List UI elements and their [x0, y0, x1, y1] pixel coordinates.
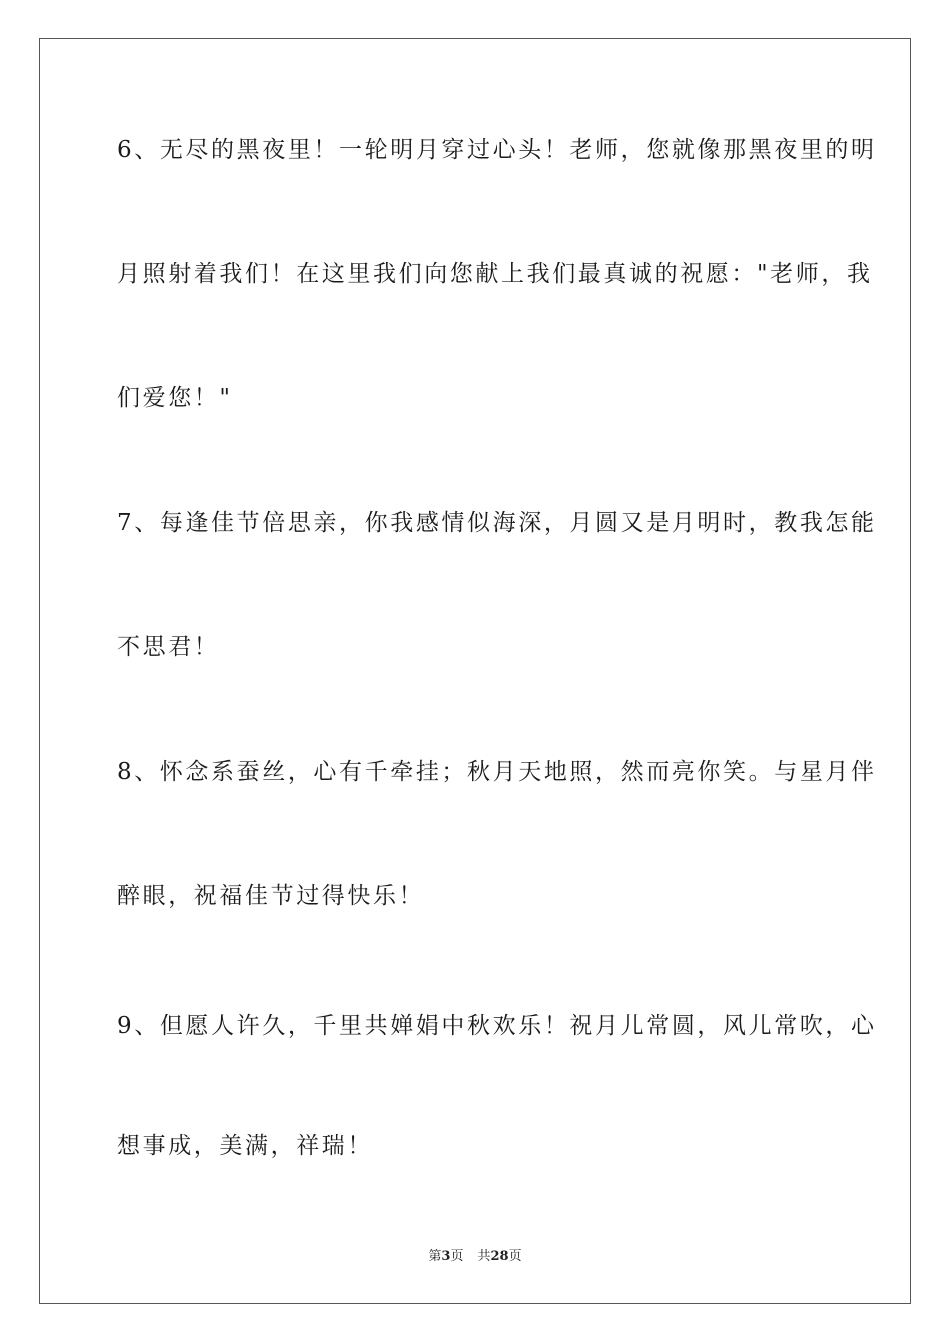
total-prefix: 共	[477, 1249, 491, 1264]
text-line-6: 8、怀念系蚕丝，心有千牵挂；秋月天地照，然而亮你笑。与星月伴	[117, 759, 877, 785]
text-line-1: 6、无尽的黑夜里！一轮明月穿过心头！老师，您就像那黑夜里的明	[117, 137, 877, 163]
current-page-number: 3	[441, 1249, 451, 1264]
page-border	[39, 38, 911, 1304]
page-prefix: 第	[428, 1249, 442, 1264]
text-line-9: 想事成，美满，祥瑞！	[117, 1133, 373, 1159]
text-line-7: 醉眼，祝福佳节过得快乐！	[117, 883, 425, 909]
text-line-3: 们爱您！"	[117, 385, 233, 411]
text-line-4: 7、每逢佳节倍思亲，你我感情似海深，月圆又是月明时，教我怎能	[117, 510, 877, 536]
text-line-5: 不思君！	[117, 634, 220, 660]
total-suffix: 页	[508, 1249, 522, 1264]
text-line-2: 月照射着我们！在这里我们向您献上我们最真诚的祝愿："老师，我	[117, 261, 873, 287]
page-suffix: 页	[450, 1249, 464, 1264]
text-line-8: 9、但愿人许久，千里共婵娟中秋欢乐！祝月儿常圆，风儿常吹，心	[117, 1013, 877, 1039]
page-footer	[0, 1248, 950, 1266]
total-pages-number: 28	[490, 1249, 509, 1264]
